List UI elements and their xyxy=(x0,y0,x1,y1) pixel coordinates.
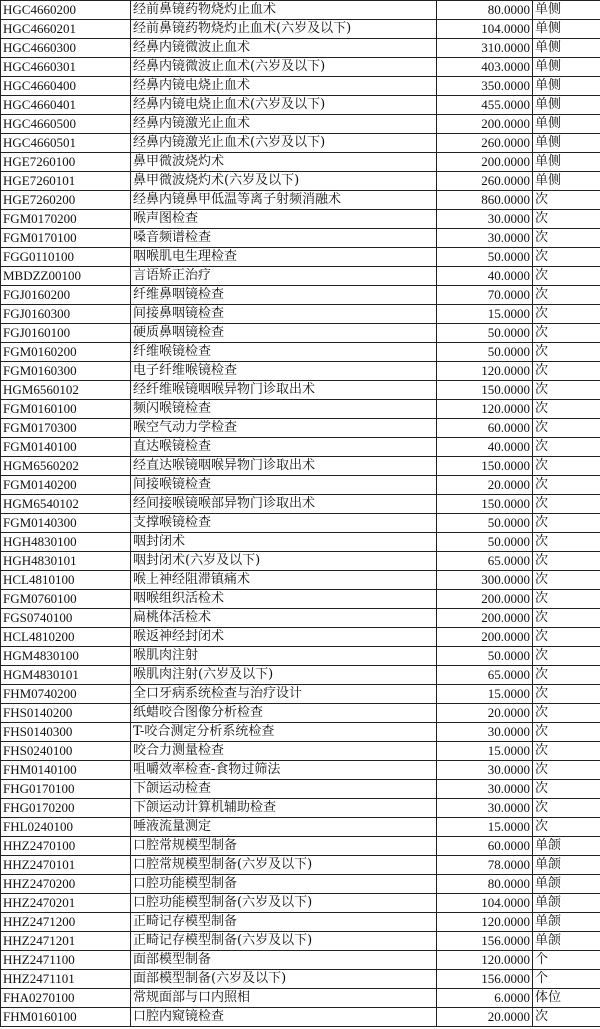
item-unit-cell: 单侧 xyxy=(533,96,600,115)
item-unit-cell: 次 xyxy=(533,514,600,533)
item-price-cell: 60.0000 xyxy=(437,419,533,438)
item-name-cell: 喉声图检查 xyxy=(131,210,437,229)
item-price-cell: 50.0000 xyxy=(437,514,533,533)
item-price-cell: 15.0000 xyxy=(437,818,533,837)
item-name-cell: 下颌运动计算机辅助检查 xyxy=(131,799,437,818)
item-name-cell: 经鼻内镜激光止血术 xyxy=(131,115,437,134)
table-row xyxy=(1,286,600,305)
item-price-cell: 30.0000 xyxy=(437,799,533,818)
item-code-cell: FHM0140100 xyxy=(1,761,131,780)
item-name-cell: 口腔功能模型制备(六岁及以下) xyxy=(131,894,437,913)
table-row xyxy=(1,913,600,932)
item-name-cell: 直达喉镜检查 xyxy=(131,438,437,457)
item-unit-cell: 次 xyxy=(533,780,600,799)
item-code-cell: FGM0160100 xyxy=(1,400,131,419)
item-unit-cell: 个 xyxy=(533,970,600,989)
item-unit-cell: 次 xyxy=(533,362,600,381)
item-name-cell: 鼻甲微波烧灼术(六岁及以下) xyxy=(131,172,437,191)
item-price-cell: 50.0000 xyxy=(437,533,533,552)
table-row xyxy=(1,362,600,381)
table-row xyxy=(1,400,600,419)
table-row xyxy=(1,723,600,742)
table-row xyxy=(1,96,600,115)
item-code-cell: FGM0140300 xyxy=(1,514,131,533)
item-code-cell: FHS0140200 xyxy=(1,704,131,723)
item-code-cell: HHZ2470100 xyxy=(1,837,131,856)
table-row xyxy=(1,875,600,894)
item-price-cell: 120.0000 xyxy=(437,913,533,932)
item-code-cell: HGC4660300 xyxy=(1,39,131,58)
item-unit-cell: 次 xyxy=(533,438,600,457)
item-code-cell: HGM6560102 xyxy=(1,381,131,400)
item-price-cell: 20.0000 xyxy=(437,704,533,723)
item-price-cell: 78.0000 xyxy=(437,856,533,875)
item-price-cell: 40.0000 xyxy=(437,438,533,457)
item-code-cell: FHG0170100 xyxy=(1,780,131,799)
item-code-cell: HGC4660301 xyxy=(1,58,131,77)
item-price-cell: 20.0000 xyxy=(437,1008,533,1027)
item-price-cell: 455.0000 xyxy=(437,96,533,115)
item-price-cell: 50.0000 xyxy=(437,248,533,267)
item-price-cell: 30.0000 xyxy=(437,210,533,229)
item-name-cell: 经鼻内镜微波止血术 xyxy=(131,39,437,58)
item-name-cell: 经间接喉镜喉部异物门诊取出术 xyxy=(131,495,437,514)
item-code-cell: HGC4660200 xyxy=(1,1,131,20)
item-unit-cell: 次 xyxy=(533,286,600,305)
item-price-cell: 156.0000 xyxy=(437,970,533,989)
item-price-cell: 200.0000 xyxy=(437,609,533,628)
item-price-cell: 120.0000 xyxy=(437,400,533,419)
item-code-cell: FGM0160300 xyxy=(1,362,131,381)
table-row xyxy=(1,799,600,818)
item-code-cell: HGE7260100 xyxy=(1,153,131,172)
item-code-cell: HGC4660500 xyxy=(1,115,131,134)
item-unit-cell: 次 xyxy=(533,400,600,419)
item-code-cell: FGJ0160200 xyxy=(1,286,131,305)
table-row xyxy=(1,248,600,267)
item-price-cell: 310.0000 xyxy=(437,39,533,58)
item-name-cell: 咽喉肌电生理检查 xyxy=(131,248,437,267)
item-unit-cell: 次 xyxy=(533,305,600,324)
item-unit-cell: 次 xyxy=(533,267,600,286)
item-price-cell: 6.0000 xyxy=(437,989,533,1008)
item-name-cell: 扁桃体活检术 xyxy=(131,609,437,628)
table-row xyxy=(1,39,600,58)
item-unit-cell: 次 xyxy=(533,666,600,685)
item-code-cell: HGH4830100 xyxy=(1,533,131,552)
table-row xyxy=(1,780,600,799)
item-code-cell: HHZ2471100 xyxy=(1,951,131,970)
item-unit-cell: 单侧 xyxy=(533,134,600,153)
item-name-cell: 鼻甲微波烧灼术 xyxy=(131,153,437,172)
table-row xyxy=(1,742,600,761)
table-row xyxy=(1,932,600,951)
item-name-cell: 喉肌肉注射(六岁及以下) xyxy=(131,666,437,685)
item-unit-cell: 单颌 xyxy=(533,875,600,894)
item-code-cell: HGM4830100 xyxy=(1,647,131,666)
table-row xyxy=(1,267,600,286)
item-name-cell: 正畸记存模型制备(六岁及以下) xyxy=(131,932,437,951)
item-name-cell: 口腔常规模型制备 xyxy=(131,837,437,856)
item-price-cell: 15.0000 xyxy=(437,305,533,324)
item-code-cell: FGM0140200 xyxy=(1,476,131,495)
item-price-cell: 20.0000 xyxy=(437,476,533,495)
item-unit-cell: 单侧 xyxy=(533,20,600,39)
item-code-cell: FGJ0160300 xyxy=(1,305,131,324)
item-name-cell: 经鼻内镜电烧止血术 xyxy=(131,77,437,96)
item-code-cell: MBDZZ00100 xyxy=(1,267,131,286)
item-name-cell: 口腔常规模型制备(六岁及以下) xyxy=(131,856,437,875)
item-name-cell: 喉返神经封闭术 xyxy=(131,628,437,647)
item-unit-cell: 单侧 xyxy=(533,58,600,77)
item-unit-cell: 单颌 xyxy=(533,856,600,875)
table-row xyxy=(1,419,600,438)
table-row xyxy=(1,115,600,134)
item-unit-cell: 次 xyxy=(533,248,600,267)
table-row xyxy=(1,457,600,476)
item-name-cell: 咽喉组织活检术 xyxy=(131,590,437,609)
item-price-cell: 15.0000 xyxy=(437,742,533,761)
table-row xyxy=(1,552,600,571)
item-code-cell: HGH4830101 xyxy=(1,552,131,571)
item-unit-cell: 单颌 xyxy=(533,894,600,913)
item-code-cell: HGC4660501 xyxy=(1,134,131,153)
item-name-cell: 口腔内窥镜检查 xyxy=(131,1008,437,1027)
item-code-cell: HGC4660401 xyxy=(1,96,131,115)
item-name-cell: 电子纤维喉镜检查 xyxy=(131,362,437,381)
item-unit-cell: 次 xyxy=(533,552,600,571)
item-code-cell: FGM0140100 xyxy=(1,438,131,457)
item-unit-cell: 单颌 xyxy=(533,932,600,951)
table-row xyxy=(1,514,600,533)
item-unit-cell: 次 xyxy=(533,609,600,628)
item-name-cell: 纸蜡咬合图像分析检查 xyxy=(131,704,437,723)
item-name-cell: 口腔功能模型制备 xyxy=(131,875,437,894)
table-row xyxy=(1,476,600,495)
item-unit-cell: 次 xyxy=(533,324,600,343)
table-row xyxy=(1,571,600,590)
item-code-cell: FGS0740100 xyxy=(1,609,131,628)
item-unit-cell: 体位 xyxy=(533,989,600,1008)
item-price-cell: 403.0000 xyxy=(437,58,533,77)
item-price-cell: 65.0000 xyxy=(437,552,533,571)
table-row xyxy=(1,134,600,153)
item-name-cell: 言语矫正治疗 xyxy=(131,267,437,286)
item-name-cell: T-咬合测定分析系统检查 xyxy=(131,723,437,742)
item-unit-cell: 次 xyxy=(533,590,600,609)
item-code-cell: HCL4810100 xyxy=(1,571,131,590)
item-code-cell: FGM0170300 xyxy=(1,419,131,438)
item-code-cell: FHG0170200 xyxy=(1,799,131,818)
item-price-cell: 860.0000 xyxy=(437,191,533,210)
item-name-cell: 纤维鼻咽镜检查 xyxy=(131,286,437,305)
item-price-cell: 200.0000 xyxy=(437,590,533,609)
item-code-cell: FGM0170200 xyxy=(1,210,131,229)
item-code-cell: FGJ0160100 xyxy=(1,324,131,343)
item-name-cell: 经前鼻镜药物烧灼止血术 xyxy=(131,1,437,20)
table-row xyxy=(1,20,600,39)
item-name-cell: 纤维喉镜检查 xyxy=(131,343,437,362)
item-code-cell: FGM0170100 xyxy=(1,229,131,248)
item-price-cell: 50.0000 xyxy=(437,343,533,362)
item-unit-cell: 单侧 xyxy=(533,1,600,20)
item-price-cell: 150.0000 xyxy=(437,381,533,400)
item-unit-cell: 单侧 xyxy=(533,153,600,172)
item-price-cell: 15.0000 xyxy=(437,685,533,704)
table-row xyxy=(1,685,600,704)
item-name-cell: 全口牙病系统检查与治疗设计 xyxy=(131,685,437,704)
item-unit-cell: 次 xyxy=(533,628,600,647)
item-name-cell: 经鼻内镜电烧止血术(六岁及以下) xyxy=(131,96,437,115)
item-name-cell: 正畸记存模型制备 xyxy=(131,913,437,932)
table-row xyxy=(1,172,600,191)
item-code-cell: FHA0270100 xyxy=(1,989,131,1008)
table-row xyxy=(1,343,600,362)
item-price-cell: 60.0000 xyxy=(437,837,533,856)
item-price-cell: 65.0000 xyxy=(437,666,533,685)
item-name-cell: 咽封闭术(六岁及以下) xyxy=(131,552,437,571)
item-code-cell: FGM0760100 xyxy=(1,590,131,609)
table-row xyxy=(1,438,600,457)
table-row xyxy=(1,210,600,229)
table-row xyxy=(1,77,600,96)
item-name-cell: 面部模型制备 xyxy=(131,951,437,970)
item-code-cell: FHM0160100 xyxy=(1,1008,131,1027)
item-name-cell: 唾液流量测定 xyxy=(131,818,437,837)
item-name-cell: 经前鼻镜药物烧灼止血术(六岁及以下) xyxy=(131,20,437,39)
item-name-cell: 支撑喉镜检查 xyxy=(131,514,437,533)
item-code-cell: FHS0240100 xyxy=(1,742,131,761)
item-unit-cell: 次 xyxy=(533,818,600,837)
table-row xyxy=(1,305,600,324)
table-row xyxy=(1,533,600,552)
item-price-cell: 30.0000 xyxy=(437,780,533,799)
price-table-body xyxy=(1,1,600,1027)
item-name-cell: 频闪喉镜检查 xyxy=(131,400,437,419)
item-code-cell: FHS0140300 xyxy=(1,723,131,742)
item-name-cell: 面部模型制备(六岁及以下) xyxy=(131,970,437,989)
item-name-cell: 经直达喉镜咽喉异物门诊取出术 xyxy=(131,457,437,476)
table-row xyxy=(1,818,600,837)
item-price-cell: 80.0000 xyxy=(437,1,533,20)
item-name-cell: 咀嚼效率检查-食物过筛法 xyxy=(131,761,437,780)
table-row xyxy=(1,1008,600,1027)
item-name-cell: 经鼻内镜鼻甲低温等离子射频消融术 xyxy=(131,191,437,210)
item-code-cell: HGM6560202 xyxy=(1,457,131,476)
table-row xyxy=(1,951,600,970)
table-row xyxy=(1,324,600,343)
item-unit-cell: 次 xyxy=(533,647,600,666)
item-price-cell: 156.0000 xyxy=(437,932,533,951)
item-unit-cell: 次 xyxy=(533,704,600,723)
table-row xyxy=(1,58,600,77)
item-price-cell: 30.0000 xyxy=(437,761,533,780)
item-name-cell: 经纤维喉镜咽喉异物门诊取出术 xyxy=(131,381,437,400)
item-unit-cell: 单颌 xyxy=(533,913,600,932)
item-name-cell: 喉肌肉注射 xyxy=(131,647,437,666)
table-row xyxy=(1,153,600,172)
item-unit-cell: 次 xyxy=(533,343,600,362)
item-unit-cell: 次 xyxy=(533,229,600,248)
item-price-cell: 70.0000 xyxy=(437,286,533,305)
item-code-cell: HGE7260200 xyxy=(1,191,131,210)
item-unit-cell: 单侧 xyxy=(533,115,600,134)
item-code-cell: HCL4810200 xyxy=(1,628,131,647)
table-row xyxy=(1,856,600,875)
table-row xyxy=(1,894,600,913)
table-row xyxy=(1,666,600,685)
table-row xyxy=(1,647,600,666)
item-name-cell: 咽封闭术 xyxy=(131,533,437,552)
item-name-cell: 咬合力测量检查 xyxy=(131,742,437,761)
item-price-cell: 104.0000 xyxy=(437,894,533,913)
item-unit-cell: 次 xyxy=(533,685,600,704)
item-price-cell: 150.0000 xyxy=(437,457,533,476)
item-price-cell: 200.0000 xyxy=(437,628,533,647)
item-price-cell: 300.0000 xyxy=(437,571,533,590)
table-row xyxy=(1,628,600,647)
item-price-cell: 50.0000 xyxy=(437,324,533,343)
item-unit-cell: 次 xyxy=(533,419,600,438)
table-row xyxy=(1,704,600,723)
item-code-cell: HHZ2471200 xyxy=(1,913,131,932)
item-price-cell: 260.0000 xyxy=(437,134,533,153)
item-name-cell: 间接喉镜检查 xyxy=(131,476,437,495)
item-code-cell: FGG0110100 xyxy=(1,248,131,267)
item-unit-cell: 个 xyxy=(533,951,600,970)
item-name-cell: 喉空气动力学检查 xyxy=(131,419,437,438)
table-row xyxy=(1,191,600,210)
table-row xyxy=(1,837,600,856)
item-price-cell: 50.0000 xyxy=(437,647,533,666)
item-unit-cell: 次 xyxy=(533,723,600,742)
item-code-cell: HGE7260101 xyxy=(1,172,131,191)
item-unit-cell: 次 xyxy=(533,533,600,552)
item-code-cell: FHM0740200 xyxy=(1,685,131,704)
item-code-cell: FGM0160200 xyxy=(1,343,131,362)
item-unit-cell: 单侧 xyxy=(533,39,600,58)
item-code-cell: HGM4830101 xyxy=(1,666,131,685)
item-name-cell: 硬质鼻咽镜检查 xyxy=(131,324,437,343)
item-code-cell: HHZ2470201 xyxy=(1,894,131,913)
item-unit-cell: 次 xyxy=(533,571,600,590)
table-row xyxy=(1,761,600,780)
item-name-cell: 常规面部与口内照相 xyxy=(131,989,437,1008)
item-price-cell: 104.0000 xyxy=(437,20,533,39)
item-price-cell: 40.0000 xyxy=(437,267,533,286)
item-price-cell: 200.0000 xyxy=(437,115,533,134)
item-unit-cell: 次 xyxy=(533,381,600,400)
item-price-cell: 120.0000 xyxy=(437,362,533,381)
item-code-cell: HHZ2471101 xyxy=(1,970,131,989)
table-row xyxy=(1,590,600,609)
table-row xyxy=(1,495,600,514)
item-unit-cell: 次 xyxy=(533,495,600,514)
item-code-cell: HHZ2470200 xyxy=(1,875,131,894)
table-row xyxy=(1,381,600,400)
item-unit-cell: 单侧 xyxy=(533,77,600,96)
item-price-cell: 150.0000 xyxy=(437,495,533,514)
item-price-cell: 120.0000 xyxy=(437,951,533,970)
item-unit-cell: 次 xyxy=(533,457,600,476)
item-price-cell: 80.0000 xyxy=(437,875,533,894)
item-price-cell: 30.0000 xyxy=(437,229,533,248)
item-unit-cell: 次 xyxy=(533,799,600,818)
item-price-cell: 260.0000 xyxy=(437,172,533,191)
item-name-cell: 经鼻内镜微波止血术(六岁及以下) xyxy=(131,58,437,77)
item-unit-cell: 次 xyxy=(533,742,600,761)
table-row xyxy=(1,970,600,989)
item-unit-cell: 次 xyxy=(533,476,600,495)
item-code-cell: HGM6540102 xyxy=(1,495,131,514)
item-price-cell: 200.0000 xyxy=(437,153,533,172)
table-row xyxy=(1,989,600,1008)
item-name-cell: 下颌运动检查 xyxy=(131,780,437,799)
item-unit-cell: 单侧 xyxy=(533,172,600,191)
item-unit-cell: 次 xyxy=(533,210,600,229)
item-code-cell: HHZ2470101 xyxy=(1,856,131,875)
table-row xyxy=(1,229,600,248)
item-unit-cell: 单颌 xyxy=(533,837,600,856)
table-row xyxy=(1,1,600,20)
table-row xyxy=(1,609,600,628)
item-name-cell: 嗓音频谱检查 xyxy=(131,229,437,248)
item-code-cell: HHZ2471201 xyxy=(1,932,131,951)
item-name-cell: 间接鼻咽镜检查 xyxy=(131,305,437,324)
item-unit-cell: 次 xyxy=(533,191,600,210)
item-unit-cell: 次 xyxy=(533,1008,600,1027)
item-code-cell: HGC4660400 xyxy=(1,77,131,96)
item-name-cell: 喉上神经阻滞镇痛术 xyxy=(131,571,437,590)
item-code-cell: HGC4660201 xyxy=(1,20,131,39)
item-price-cell: 350.0000 xyxy=(437,77,533,96)
item-unit-cell: 次 xyxy=(533,761,600,780)
item-code-cell: FHL0240100 xyxy=(1,818,131,837)
item-name-cell: 经鼻内镜激光止血术(六岁及以下) xyxy=(131,134,437,153)
item-price-cell: 30.0000 xyxy=(437,723,533,742)
